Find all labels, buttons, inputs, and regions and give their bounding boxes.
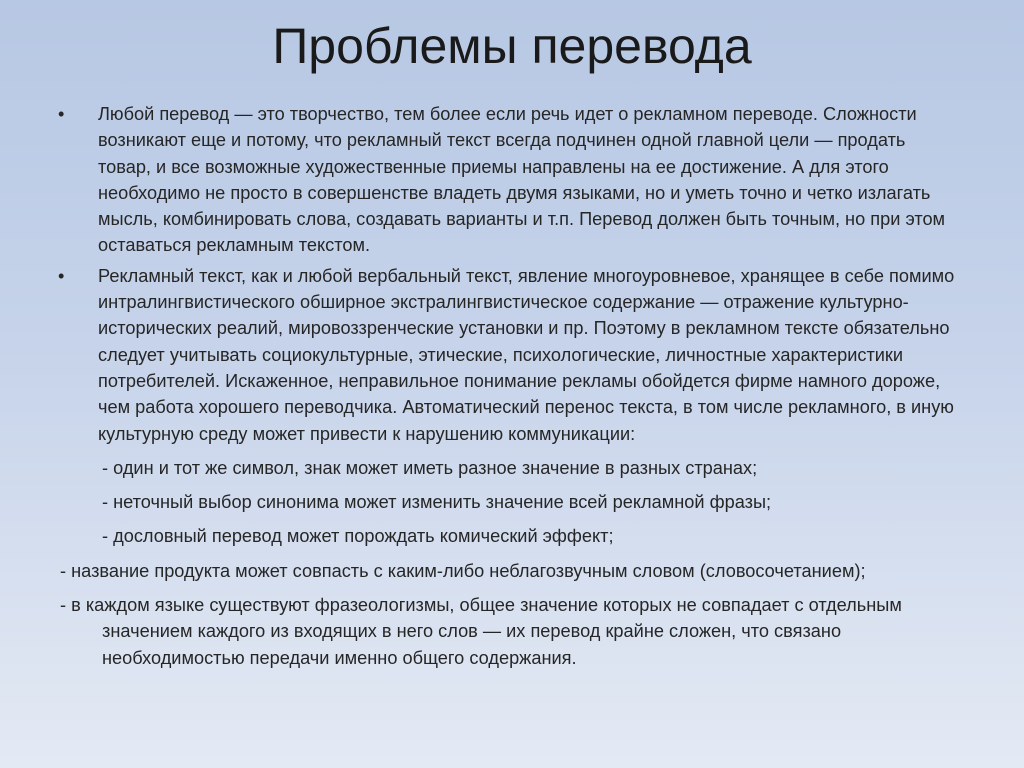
- sub-item: - дословный перевод может порождать комический эффект;: [102, 526, 614, 547]
- bullet-text: Рекламный текст, как и любой вербальный текст, явление многоуровневое, хранящее в себе помимо интралингвистического обширное экстралингвистическое содержание — отражение культурно-исторических реалий, мировоззренческие установки и пр. Поэтому в рекламном тексте обязательно следует учитывать социокультурные, этические, психологические, личностные характеристики потребителей. Искаженное, неправильное понимание рекламы обойдется фирме намного дороже, чем работа хорошего переводчика. Автоматический перенос текста, в том числе рекламного, в иную культурную среду может привести к нарушению коммуникации:: [98, 265, 955, 444]
- sub-item: - название продукта может совпасть с каким-либо неблагозвучным словом (словосочетанием);: [60, 560, 866, 581]
- sub-item: - в каждом языке существуют фразеологизмы, общее значение которых не совпадает с отдельным значением каждого из входящих в него слов — их перевод крайне сложен, что связано необходимостью передачи именно общего содержания.: [60, 595, 902, 668]
- bullet-text: Любой перевод — это творчество, тем более если речь идет о рекламном переводе. Сложности возникают еще и потому, что рекламный текст всегда подчинен одной главной цели — продать товар, и все возможные художественные приемы направлены на ее достижение. А для этого необходимо не просто в совершенстве владеть двумя языками, но и уметь точно и четко излагать мысль, комбинировать слова, создавать варианты и т.п. Перевод должен быть точным, но при этом оставаться рекламным текстом.: [98, 104, 946, 256]
- bullet-item: [58, 101, 958, 259]
- sub-item: - один и тот же символ, знак может иметь разное значение в разных странах;: [102, 457, 758, 478]
- bullet-marker: •: [58, 265, 65, 286]
- slide-title: Проблемы перевода: [272, 18, 752, 74]
- sub-item: - неточный выбор синонима может изменить значение всей рекламной фразы;: [102, 492, 772, 513]
- bullet-item: [58, 263, 958, 447]
- bullet-marker: •: [58, 104, 65, 124]
- slide-body: [58, 101, 958, 671]
